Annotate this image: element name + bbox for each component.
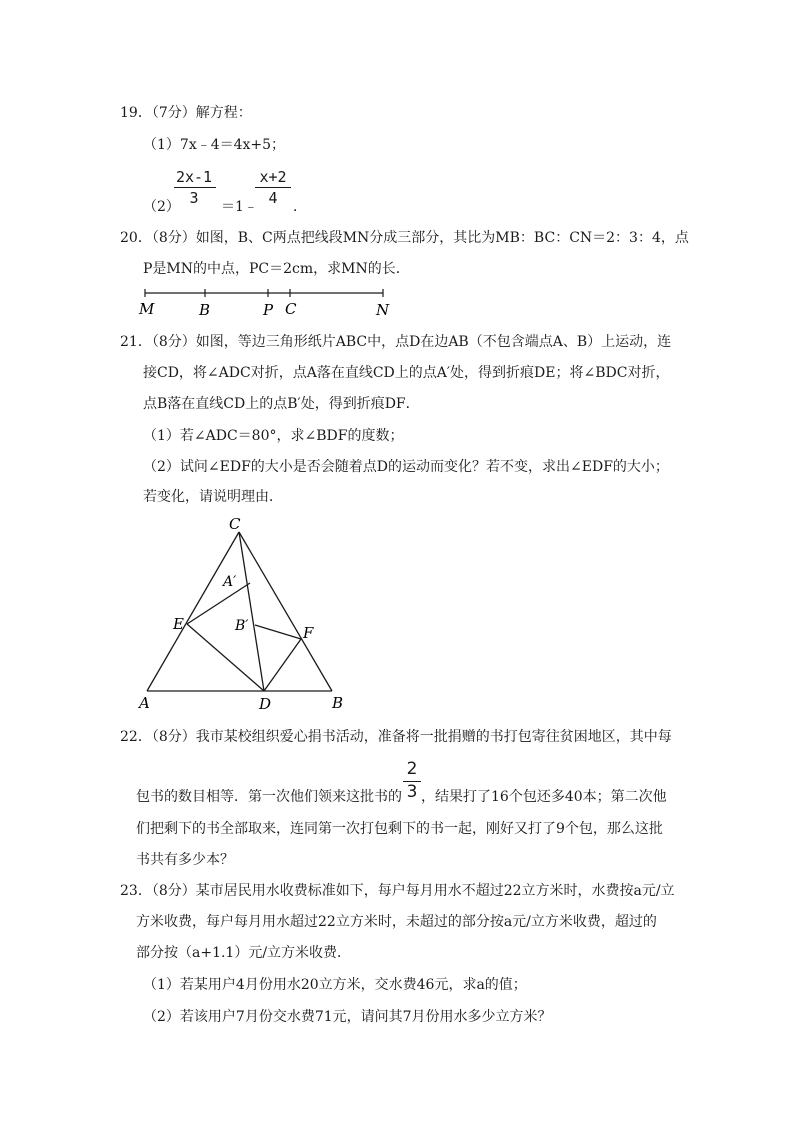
q22-fraction-denominator: 3	[406, 782, 418, 802]
point-label-n: N	[376, 301, 390, 319]
vertex-label-a: A	[139, 694, 150, 712]
q19-header: 19．（7分）解方程：	[120, 105, 252, 121]
vertex-label-a-prime: A′	[223, 574, 237, 590]
vertex-label-e: E	[173, 615, 184, 633]
q20-line2: P是MN的中点，PC＝2cm，求MN的长．	[143, 261, 410, 277]
q22-line2b: ，结果打了16个包还多40本；第二次他	[421, 789, 667, 805]
q23-line3: 部分按（a+1.1）元/立方米收费．	[136, 945, 352, 961]
q23-part1: （1）若某用户4月份用水20立方米，交水费46元，求a的值；	[143, 977, 527, 993]
fraction-1-numerator: 2x-1	[175, 168, 213, 186]
fraction-2-denominator: 4	[268, 189, 278, 207]
q21-line1: 21．（8分）如图，等边三角形纸片ABC中，点D在边AB（不包含端点A、B）上运动，连	[120, 334, 672, 350]
q21-part1: （1）若∠ADC＝80°，求∠BDF的度数；	[143, 428, 404, 444]
fraction-1-denominator: 3	[189, 189, 199, 207]
point-label-m: M	[139, 300, 155, 318]
q22-line4: 书共有多少本？	[136, 852, 234, 868]
triangle-figure	[135, 515, 355, 715]
fraction-2-bar	[255, 187, 291, 188]
q22-fraction-numerator: 2	[406, 759, 418, 779]
fraction-1-bar	[174, 187, 216, 188]
q22-line1: 22．（8分）我市某校组织爱心捐书活动，准备将一批捐赠的书打包寄往贫困地区，其中每	[120, 729, 672, 745]
q19-equals: ＝1﹣	[221, 199, 258, 215]
q21-part2: （2）试问∠EDF的大小是否会随着点D的运动而变化？若不变，求出∠EDF的大小；	[143, 459, 669, 475]
q19-part2-label: （2）	[143, 199, 180, 215]
vertex-label-b-prime: B′	[235, 618, 249, 634]
q22-line3: 们把剩下的书全部取来，连同第一次打包剩下的书一起，刚好又打了9个包，那么这批	[136, 821, 663, 837]
q21-line2: 接CD，将∠ADC对折，点A落在直线CD上的点A′处，得到折痕DE；将∠BDC对折，	[143, 365, 670, 381]
vertex-label-b: B	[332, 694, 344, 712]
fraction-2-numerator: x+2	[259, 168, 287, 186]
q23-line1: 23．（8分）某市居民用水收费标准如下，每户每月用水不超过22立方米时，水费按a元/立	[120, 883, 675, 899]
segment-figure	[135, 284, 405, 320]
q21-part2-continued: 若变化，请说明理由．	[143, 489, 283, 505]
point-label-c: C	[285, 300, 297, 318]
q23-line2: 方米收费，每户每月用水超过22立方米时，未超过的部分按a元/立方米收费，超过的	[136, 914, 657, 930]
q23-part2: （2）若该用户7月份交水费71元，请问其7月份用水多少立方米？	[143, 1009, 552, 1025]
q22-line2a: 包书的数目相等．第一次他们领来这批书的	[136, 789, 402, 805]
q19-part1: （1）7x﹣4＝4x+5；	[143, 137, 286, 153]
q21-line3: 点B落在直线CD上的点B′处，得到折痕DF．	[143, 396, 420, 412]
q19-period: ．	[293, 199, 307, 215]
point-label-b: B	[199, 301, 211, 319]
vertex-label-c: C	[229, 515, 241, 533]
vertex-label-f: F	[303, 624, 314, 642]
q20-line1: 20．（8分）如图，B、C两点把线段MN分成三部分，其比为MB：BC：CN＝2：3：4，点	[120, 230, 689, 246]
vertex-label-d: D	[259, 695, 272, 713]
point-label-p: P	[263, 301, 274, 319]
